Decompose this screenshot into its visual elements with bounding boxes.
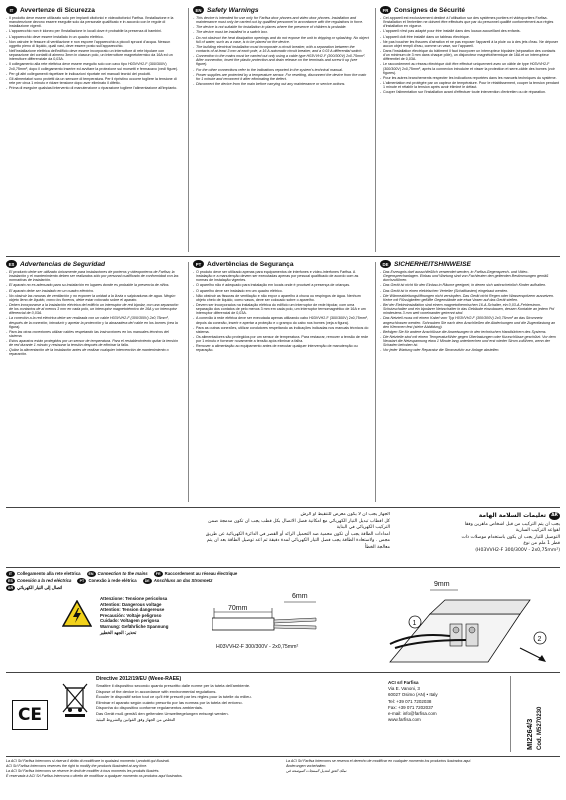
section-ar-right	[396, 512, 560, 564]
bullet-item: - O produto deve ser utilizado apenas para equipamentos de interfones e vídeo-interfones Farfisa. A instalação e a manutenção devem ser executadas apenas por pessoal qualificado de acordo com as normas de instalação vigentes.	[193, 270, 369, 282]
disclaimer-line: La ACI Srl Farfisa Intercoms si riserva il diritto di modificare in qualsiasi momento i prodotti qui illustrati.	[6, 759, 170, 763]
badge-circle-icon: DE	[380, 260, 391, 268]
address-line: e-mail: info@farfisa.com	[388, 711, 437, 717]
voltage-warnings	[100, 596, 210, 635]
disclaimer-right	[286, 759, 560, 795]
section-de	[380, 260, 560, 504]
badge-circle-icon: AR	[549, 512, 560, 520]
bullet-item: - La conexión a la red eléctrica debe ser realizada con un cable H03VVH2-F (300/300V) 2x0,75mm², después de la conexión, introducir y apretar la protección y la abrazadera del cable en los bornes (vea la figura).	[6, 316, 182, 328]
bullet-list	[380, 16, 560, 94]
badge-circle-icon: AR	[7, 585, 14, 590]
bullet-item: - L'alimentation est protégée par un capteur de température. Pour le rétablissement, couper la tension pendant 1 minute et rétablir la tension après avoir éliminé le défaut.	[380, 81, 560, 89]
badge-circle-icon: EN	[88, 571, 94, 576]
badge-circle-icon: EN	[193, 6, 204, 14]
section-title: DE SICHERHEITSHINWEISE	[380, 260, 560, 268]
document-code: MI2264/3 Cod. M5270230	[510, 676, 561, 752]
bullet-item: - Bei der Elektroinstallation sind einem magnetothermischen 16-A-Schalter, ein 0,03-A-Fehlerstrom-Schutzschalter und ein bipolarer Netzschalter in das Gebäude einzubauen, dessen Kontakte an jedem Pol mindestens 3 mm weit voneinander getrennt sind.	[380, 303, 560, 315]
badge-circle-icon: IT	[6, 6, 17, 14]
section-es	[6, 260, 182, 504]
divider	[6, 756, 560, 757]
weee-line: Eliminar el aparato según cuánto prescrito por las normas por la tutela del entorno.	[96, 699, 243, 705]
bullet-item: - Para as outras conexões, utilizar condutores respeitando as indicações indicadas nos manuais técnicos do sistema.	[193, 326, 369, 334]
bullet-item: - Gli alimentatori sono protetti da un sensore di temperatura. Per il ripristino occorre togliere la tensione di rete per circa 1 minuto e ridare tensione dopo aver eliminato il difetto.	[6, 77, 182, 85]
text-line: لقواعد التركيب السارية	[515, 528, 560, 534]
bullet-item: - El aparato no es adecuado para su instalación en lugares donde es probable la presencia de niños.	[6, 283, 182, 287]
bullet-item: - This device is intended for use only for Farfisa door phones and video door phones. Installation and maintenance must only be carried out by qualified personnel in accordance with the regulations in force.	[193, 16, 369, 24]
warning-line: Cuidado: Voltagem perigosa	[100, 618, 160, 624]
divider	[6, 567, 560, 568]
divider	[6, 256, 560, 257]
badge-circle-icon: ES	[6, 578, 15, 584]
company-address	[388, 680, 498, 750]
weee-line: Écouler le dispositif selon tout ce qu'il été prescrit par les règles pour la tutelle du milieu.	[96, 694, 252, 700]
section-title: IT Avvertenze di Sicurezza	[6, 6, 182, 14]
cable-diagram	[212, 580, 327, 660]
bullet-item: - Die Wärmeableitungsöffnungen nicht verstopfen. Das Gerät nicht Regen oder Wasserspritzern aussetzen. Keine mit Flüssigkeiten gefüllte Gegenstände wie etwa Vasen auf das Gerät stellen.	[380, 294, 560, 302]
text-line: امدادات الطاقة يجب أن تكون محمية ضد التحميل الزائد أو القصر في الدائرة الكهربائية عن طريق	[205, 531, 390, 537]
section-fr	[380, 6, 560, 254]
company-name: ACI srl Farfisa	[388, 680, 419, 685]
bullet-item: - Prima di eseguire qualsiasi intervento di manutenzione o riparazione togliere l'alimentazione all'impianto.	[6, 86, 182, 90]
warning-line: Precaución: Voltaje peligroso	[100, 612, 162, 618]
disclaimer-line: ACI Srl Farfisa Intercoms reserves the right to modify the products illustrated at any time.	[6, 764, 148, 768]
bullet-item: - Das Gerät ist nicht für den Einbau in Räume geeignet, in denen sich wahrscheinlich Kinder aufhalten.	[380, 283, 560, 287]
text-line: مجس . ولاستعادة الطاقة يجب فصل التيار الكهربائي لمدة دقيقة ثم اعد توصيل الطاقة بعد ان يتم	[206, 538, 390, 544]
bullet-item: - Pour les autres branchements respecter les indications reportées dans les manuels techniques du système.	[380, 76, 560, 80]
bullet-item: - Cet appareil est exclusivement destiné à l'utilisation sur des systèmes portiers et vidéoportiers Farfisa. l'installation et l'entretien ne doivent être effectués que par du personnel qualifié conformément aux règles d'installation en vigueur.	[380, 16, 560, 28]
bullet-item: - Ne pas boucher les fissures d'aération et ne pas exposer l'appareil à la pluie ou à des jets d'eau. Ne déposer aucun objet rempli d'eau, comme un vase, sur l'appareil.	[380, 40, 560, 48]
bullet-item: - Il prodotto deve essere utilizzato solo per impianti citofonici e videocitofonici Farfisa. l'installazione e la manutenzione devono essere eseguite solo da personale qualificato e in accordo con le regole di installazione vigenti.	[6, 16, 182, 28]
bullet-list	[193, 270, 369, 352]
bullet-list	[6, 16, 182, 90]
dim-70-label: 70mm	[228, 605, 248, 612]
address-line: Fax: +39 071 7202037	[388, 704, 434, 710]
badge-circle-icon: DE	[144, 578, 150, 583]
bullet-item: - Il collegamento alla rete elettrica deve essere eseguito solo con cavo tipo H03VVH2-F (300/300V) 2x0,75mm², dopo il collegamento inserire ed avvitare la protezione sui morsetti e fermacavo (vedi figure).	[6, 62, 182, 70]
warning-line: Attenzione: Tensione pericolosa	[100, 596, 168, 601]
badge-circle-icon: PT	[77, 578, 86, 584]
terminal-illustration	[370, 574, 560, 668]
bullet-item: - Le raccordement au réseau électrique doit être effectué uniquement avec un câble de type H03VVH2-F (300/300V) 2x0,75mm², après la connexion introduire et visser la protection et serre-câble des bornes (voir figures).	[380, 62, 560, 74]
bullet-list	[6, 270, 182, 357]
bullet-item: - L'apparecchio non è idoneo per l'installazione in locali dove è probabile la presenza di bambini.	[6, 29, 182, 33]
disclaimer-line: تملك الحق لتعديل المنتجات الموضحة في	[286, 769, 347, 773]
warning-line: Attention: Tension dangereuse	[100, 607, 165, 613]
bullet-item: - Devem ser incorporados na instalação elétrica do edifício um interruptor de rede bipolar, com uma separação dos contatos de pelo menos 3 mm em cada polo, um interruptor termomagnético de 16A e um interruptor diferencial de 0,03A.	[193, 303, 369, 315]
disclaimer-line: La ACI Srl Farfisa Intercoms se réserve le droit de modifier à tous moments les produits illustrés.	[6, 769, 160, 773]
bullet-item: - Vor jeder Wartung oder Reparatur die Stromzufuhr zur Anlage abstellen.	[380, 348, 560, 352]
connection-heading-text: Raccordement au réseau électrique	[164, 571, 238, 576]
warning-line: Warnung: Gefährliche Spannung	[100, 623, 169, 629]
text-line: معالجة الخطأ	[364, 544, 390, 550]
section-title: PT Advertências de Segurança	[193, 260, 369, 268]
section-title: EN Safety Warnings	[193, 6, 369, 14]
text-line: (H03VVH2-F 300/300V - 2x0,75mm²)	[475, 547, 560, 553]
bullet-item: - The device must be installed in a switch box.	[193, 30, 369, 34]
step-2-label: 2	[537, 636, 542, 643]
text-line: يجب ان يتم التركيب من قبل اشخاص ماهرين وفقا	[464, 522, 560, 527]
address-line: Tel: +39 071 7202038	[388, 698, 432, 704]
text-line: التوصيل للتيار يجب ان يكون باستخدام موصلات ذات	[461, 534, 560, 540]
badge-circle-icon: IT	[6, 571, 15, 577]
connection-heading-line	[6, 570, 336, 577]
text-line: التركيب الكهربائي في البناية	[336, 525, 390, 531]
section-en	[193, 6, 369, 254]
bullet-item: - Para las otras conexiones utilizar cables respetando las instrucciones en los manuales técnicos del sistema.	[6, 330, 182, 338]
bullet-list	[380, 270, 560, 352]
section-title: AR تعليمات السلامة الهامة	[396, 512, 560, 520]
bullet-item: - Couper l'alimentation sur l'installation avant d'effectuer toute intervention d'entretien ou de réparation.	[380, 90, 560, 94]
dim-6-label: 6mm	[292, 593, 308, 600]
disclaimer-line: Änderungen vorbehalten.	[286, 764, 327, 768]
bullet-item: - Das Gerät ist in einen elektrischen Verteiler (Schaltkasten) eingebaut werden.	[380, 289, 560, 293]
text-line: قطر 1 ملم من نوع	[523, 541, 560, 547]
cable-spec-label: H03VVH2-F 300/300V - 2x0,75mm²	[216, 644, 299, 650]
bullet-item: - Per gli altri collegamenti rispettare le indicazioni riportate nei manuali tecnici dei prodotti.	[6, 72, 182, 76]
badge-circle-icon: FR	[154, 571, 163, 577]
section-pt	[193, 260, 369, 504]
section-title: ES Advertencias de Seguridad	[6, 260, 182, 268]
bullet-item: - O aparelho não é adequado para instalação em locais onde é provável a presença de crianças.	[193, 283, 369, 287]
disclaimer-line: La ACI Srl Farfisa Intercoms se reserva el derecho de modificar en cualquier momento los productos ilustrados aquí.	[286, 759, 472, 763]
bullet-item: - Connection to the mains must be carried out only using a cable type H03VVH2-F (300/300V) 2x0.75mm². After connection, insert the plastic protection and drain release on the terminals and screw it up (see figure).	[193, 54, 369, 66]
bullet-item: - Dans l'installation électrique du bâtiment il faut incorporer un interrupteur bipolaire (séparation des contacts d'un minimum de 3 mm dans chaque pôle), un disjoncteur magnétothermique de 16A et un interrupteur différentiel de 0,03A.	[380, 49, 560, 61]
weee-line: Disponha do dispositivo conforme regulamentos ambientais.	[96, 705, 203, 711]
text-line: كل اقطاب تبديل التيار الكهربائي مع امكانية فصل الاتصال بكل قطب يجب ان تكون مدمجة ضمن	[208, 518, 390, 524]
connection-heading-text: اتصال إلى التيار الكهربائي	[17, 584, 63, 590]
bullet-item: - Remover a alimentação ao equipamento antes de executar qualquer intervenção de manutenção ou reparação.	[193, 344, 369, 352]
section-title: FR Consignes de Sécurité	[380, 6, 560, 14]
text-line: الجهاز يجب ان لا يكون معرض للتنقيط أو الرش	[300, 512, 390, 517]
bullet-item: - The device is not suitable for installation in places where the presence of children is probable.	[193, 25, 369, 29]
connection-heading-text: Conexão à rede elétrica	[88, 578, 137, 583]
weee-text	[96, 676, 358, 744]
bullet-item: - L'appareil doit être installé dans un tableau électrique.	[380, 35, 560, 39]
bullet-item: - El producto debe ser utilizado únicamente para instalaciones de porteros y videoporteros de Farfisa; la instalación y el mantenimiento deben ser realizados sólo por personal cualificado de conformidad con las normativas de instalación.	[6, 270, 182, 282]
address-line: Via E. Vanoni, 3	[388, 686, 420, 692]
bullet-list	[193, 16, 369, 86]
weee-line: التخلص من الجهاز وفق القوانين والشروط البيئية	[96, 716, 176, 722]
bullet-item: - El aparato debe ser instalado en un cuadro eléctrico.	[6, 289, 182, 293]
bullet-item: - Quitar la alimentación de la instalación antes de realizar cualquier intervención de mantenimiento o reparación.	[6, 348, 182, 356]
bullet-item: - Disconnect the device from the main before carrying out any maintenance or service actions.	[193, 82, 369, 86]
bullet-item: - L'appareil n'est pas adapté pour être installé dans des locaux accueillant des enfants.	[380, 29, 560, 33]
dim-9-label: 9mm	[434, 581, 450, 588]
weee-line: Dispose of the device in accordance with environmental regulations.	[96, 688, 217, 694]
connection-heading-text: Conexión a la red eléctrica	[17, 578, 72, 583]
bullet-item: - O aparelho deve ser instalado em um quadro elétrico.	[193, 289, 369, 293]
weee-line: Smaltire il dispositivo secondo quanto prescritto dalle norme per la tutela dell'ambiente.	[96, 683, 251, 688]
weee-bin-icon	[62, 680, 88, 718]
bullet-item: - Die Netzteile sind mit einem Temperaturfühler gegen Überlastungen oder Kurzschlüsse geschützt. Vor dem Neustart die Netzspannung etwa 1 Minute lang unterbrechen und erst wieder Strom zuführen, wenn der Schaden behoben ist.	[380, 335, 560, 347]
section-ar-left	[190, 512, 390, 564]
divider	[6, 672, 560, 673]
bullet-item: - Não obstruir as fissuras de ventilação e não expor o aparelho à chuva ou respingos de água. Nenhum objeto cheio de líquido, como vasos, deve ser colocado sobre o aparelho.	[193, 294, 369, 302]
bullet-item: - Non ostruire le fessure di ventilazione e non esporre l'apparecchio a piccoli spruzzi d'acqua. Nessun oggetto pieno di liquido, quali vasi, deve essere posto sull'apparecchio.	[6, 40, 182, 48]
bullet-item: - Das Erzeugnis darf ausschließlich verwendet werden, in Farfisa-Gegensprech- und Video-Gegensprechanlagen. Einbau und Wartung sind von Fachleuten den geltenden Bestimmungen gemäß durchzuführen.	[380, 270, 560, 282]
section-it	[6, 6, 182, 254]
step-1-label: 1	[412, 620, 417, 627]
bullet-item: - Power supplies are protected by a temperature sensor. For resetting, disconnect the device from the main for 1 minute and reconnect it after eliminating the defect.	[193, 73, 369, 81]
weee-title: Directive 2012/19/EU (Weee-RAEE)	[96, 676, 182, 682]
address-line: 60027 Osimo (AN) • Italy	[388, 692, 438, 698]
bullet-item: - The building electrical installation must incorporate a circuit breaker, with a separation between the contacts of at least 3 mm at each pole, a 16 A automatic circuit breaker, and a 0.03 A differential switch.	[193, 45, 369, 53]
bullet-item: - Das Netzteil muss mit einem Kabel vom Typ H03VVH2-F (300/300V) 2x0,75mm² an das Stromnetz angeschlossen werden. Schrauben Sie nach dem Anschließen die Abdeckungen und die Zugentlastung an den Klemmen fest (siehe Abbildung).	[380, 316, 560, 328]
badge-circle-icon: FR	[380, 6, 391, 14]
badge-circle-icon: PT	[193, 260, 204, 268]
divider	[6, 507, 560, 508]
address-line: www.farfisa.com	[388, 717, 421, 723]
bullet-item: - No obstruir las ranuras de ventilación y no exponer la unidad a la lluvia o salpicaduras de agua. Ningún objeto lleno de líquido, como los floreros, debe estar colocado sobre el aparato.	[6, 294, 182, 302]
ce-mark-icon: CE	[12, 700, 48, 730]
bullet-item: - Estos aparatos están protegidos por un sensor de temperatura. Para el restablecimiento quitar la tensión de red durante 1 minuto y restaurar la tensión después de eliminar la falla.	[6, 339, 182, 347]
bullet-item: - For the other connections refer to the indications reported in the system's technical manual.	[193, 68, 369, 72]
warning-line: Attention: Dangerous voltage	[100, 601, 162, 607]
badge-circle-icon: ES	[6, 260, 17, 268]
bullet-item: - Befolgen Sie für andere Anschlüsse die Anweisungen in den technischen Handbüchern des Systems.	[380, 330, 560, 334]
bullet-item: - Os alimentadores são protegidos por um sensor de temperatura. Para restaurar, remover a tensão de rede por 1 minuto e fornecer novamente a tensão após eliminar a falha.	[193, 335, 369, 343]
bullet-item: - Nell'installazione elettrica dell'edificio deve essere incorporato un interruttore di rete bipolare con separazione dei contatti di almeno 3mm in ciascun polo, un interruttore magnetotermico da 16A ed un interruttore differenziale da 0,03A.	[6, 49, 182, 61]
bullet-item: - L'apparecchio deve essere installato in un quadro elettrico.	[6, 35, 182, 39]
connection-heading-text: Anschluss an das Stromnetz	[153, 578, 213, 583]
connection-heading-text: Connection to the mains	[97, 571, 148, 576]
disclaimer-line: È reservada à ACI Srl Farfisa Intercoms o direito de modificar a qualquer momento os produtos aqui ilustrados.	[6, 774, 183, 778]
disclaimer-left	[6, 759, 278, 795]
warning-line: تحذير: الجهد الخطير	[100, 629, 137, 635]
weee-line: Das Gerät muß gemäß den geltenden Umweltregelungen entsorgt werden.	[96, 710, 229, 716]
bullet-item: - Do not obstruct the heat dissipation openings and do not expose the unit to dripping or splashing. No object full of water, such as a vase, is to be placed on the device.	[193, 36, 369, 44]
warning-triangle-icon	[62, 600, 92, 627]
bullet-item: - Deben incorporarse a la instalación eléctrica del edificio un interruptor de red bipolar, con una separación de los contactos de al menos 3 mm en cada polo, un interruptor magnetotérmico de 16A y un interruptor diferencial de 0,03A.	[6, 303, 182, 315]
bullet-item: - A conexão à rede elétrica deve ser executada apenas utilizando cabo H03VVH2-F (300/300V) 2x0,75mm², depois da conexão, inserir e apertar a proteção e o grampo do cabo nos bornes (veja a figura).	[193, 316, 369, 324]
connection-heading-text: Collegamento alla rete elettrica	[17, 571, 81, 576]
